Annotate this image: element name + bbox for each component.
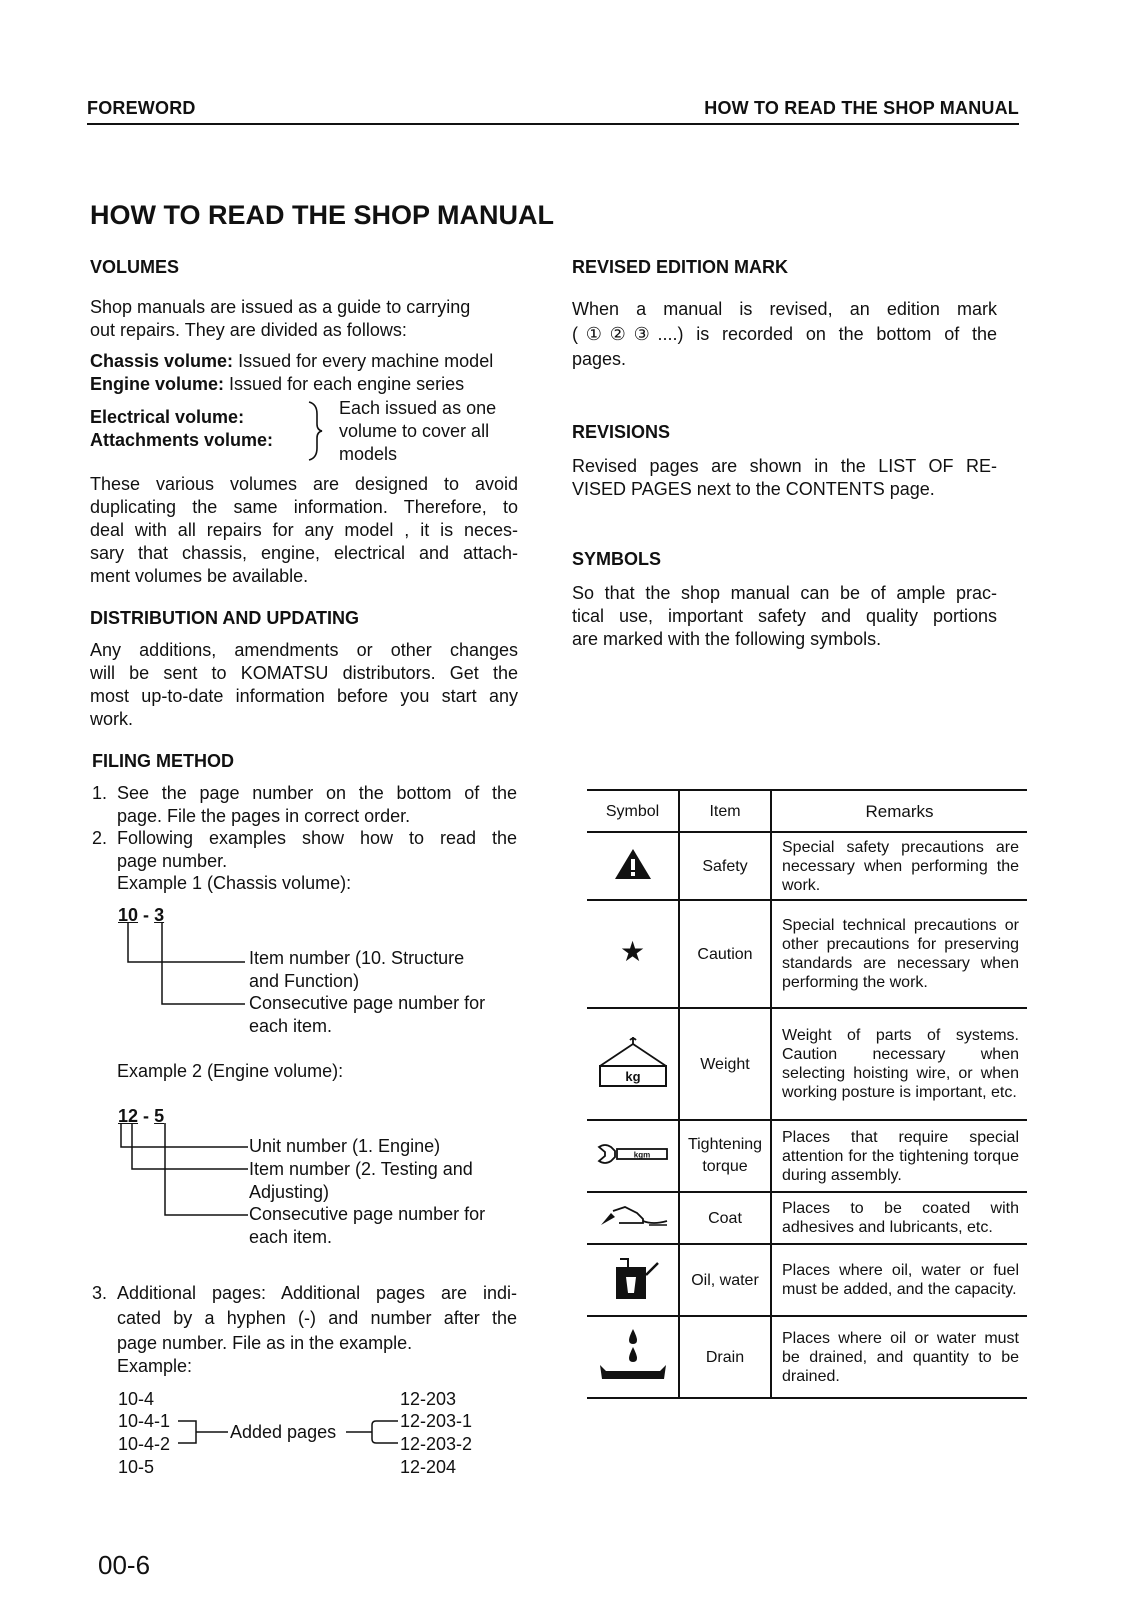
- item-cell: Weight: [679, 1008, 771, 1120]
- volumes-para-4: sary that chassis, engine, electrical and attach-: [90, 543, 518, 563]
- volumes-intro-1: Shop manuals are issued as a guide to carrying: [90, 297, 471, 317]
- item-cell: Coat: [679, 1192, 771, 1244]
- left-page-1: 10-4: [118, 1389, 155, 1409]
- ex1-code-b: 3: [154, 905, 165, 925]
- remarks-cell: Weight of parts of systems. Caution necessary when selecting hoisting wire, or when working posture is important, etc.: [771, 1008, 1027, 1120]
- revisions-line-1: Revised pages are shown in the LIST OF RE-: [572, 456, 997, 476]
- engine-text: Issued for each engine series: [229, 374, 465, 394]
- item2-number: 2.: [92, 828, 108, 848]
- symbol-cell: [587, 1008, 679, 1120]
- item3-line-a: Additional pages: Additional pages are indi-: [117, 1283, 517, 1303]
- item1-number: 1.: [92, 783, 108, 803]
- engine-label: Engine volume:: [90, 374, 225, 394]
- header-symbol: Symbol: [587, 790, 679, 832]
- chassis-row: [90, 350, 493, 373]
- example2-label: Example 2 (Engine volume):: [117, 1061, 344, 1081]
- item2-line-a: Following examples show how to read the: [117, 828, 517, 848]
- remarks-cell: Places to be coated with adhesives and lubricants, etc.: [771, 1192, 1027, 1244]
- added-pages-label: Added pages: [230, 1422, 337, 1442]
- ex1-desc-4: each item.: [249, 1016, 333, 1036]
- symbol-cell: [587, 900, 679, 1008]
- engine-row: [90, 373, 464, 396]
- weight-kg-icon: [596, 1034, 670, 1090]
- ex2-desc-3: Adjusting): [249, 1182, 330, 1202]
- weight-icon-text: kg: [624, 1068, 641, 1084]
- table-header-row: [587, 790, 1027, 832]
- distribution-line-3: most up-to-date information before you start any: [90, 686, 518, 706]
- star-icon: ★: [619, 936, 646, 967]
- volumes-para-3: deal with all repairs for any model , it is neces-: [90, 520, 518, 540]
- ex1-leader-lines: [110, 920, 255, 1010]
- ex2-desc-1: Unit number (1. Engine): [249, 1136, 441, 1156]
- table-row: [587, 1316, 1027, 1398]
- item1-line-a: See the page number on the bottom of the: [117, 783, 517, 803]
- symbols-table: [587, 789, 1027, 1399]
- page-number: 00-6: [98, 1550, 151, 1580]
- ex2-desc-4: Consecutive page number for: [249, 1204, 486, 1224]
- header-remarks: Remarks: [771, 790, 1027, 832]
- table-row: [587, 1192, 1027, 1244]
- filing-heading: FILING METHOD: [92, 751, 234, 771]
- symbols-para: [572, 582, 997, 651]
- revisions-line-2: VISED PAGES next to the CONTENTS page.: [572, 479, 935, 499]
- revisions-para: [572, 455, 997, 501]
- drain-icon: [598, 1327, 668, 1383]
- item3-number: 3.: [92, 1283, 108, 1303]
- coat-brush-icon: [597, 1203, 669, 1229]
- volumes-para: [90, 473, 518, 588]
- remarks-cell: Places that require special attention for the tightening torque during assembly.: [771, 1120, 1027, 1192]
- revised-heading: REVISED EDITION MARK: [572, 257, 789, 277]
- symbols-line-2: tical use, important safety and quality portions: [572, 606, 997, 626]
- electrical-label: Electrical volume:: [90, 407, 245, 427]
- brace-icon: [305, 400, 325, 462]
- item-cell: Drain: [679, 1316, 771, 1398]
- ex1-code-sep: -: [143, 905, 150, 925]
- item-cell: Safety: [679, 832, 771, 900]
- left-page-3: 10-4-2: [118, 1434, 171, 1454]
- right-bracket-lines: [346, 1410, 404, 1450]
- revised-para: [572, 297, 997, 372]
- right-page-1: 12-203: [400, 1389, 457, 1409]
- right-page-4: 12-204: [400, 1457, 457, 1477]
- chassis-text: Issued for every machine model: [238, 351, 494, 371]
- header-right: HOW TO READ THE SHOP MANUAL: [704, 98, 1019, 118]
- symbol-cell: [587, 1244, 679, 1316]
- shared-1: Each issued as one: [339, 398, 497, 418]
- torque-wrench-icon: [595, 1141, 671, 1167]
- table-row: [587, 900, 1027, 1008]
- symbol-cell: [587, 1192, 679, 1244]
- volumes-para-2: duplicating the same information. Therefore, to: [90, 497, 518, 517]
- ex2-code-a: 12: [118, 1106, 139, 1126]
- table-row: [587, 1120, 1027, 1192]
- item-cell: Tightening torque: [679, 1120, 771, 1192]
- chassis-label: Chassis volume:: [90, 351, 234, 371]
- right-page-3: 12-203-2: [400, 1434, 473, 1454]
- distribution-para: [90, 639, 518, 731]
- volumes-intro-2: out repairs. They are divided as follows:: [90, 320, 407, 340]
- remarks-cell: Places where oil, water or fuel must be added, and the capacity.: [771, 1244, 1027, 1316]
- symbols-line-1: So that the shop manual can be of ample prac-: [572, 583, 997, 603]
- volumes-para-5: ment volumes be available.: [90, 566, 309, 586]
- item3-line-d: Example:: [117, 1356, 193, 1376]
- item2-line-b: page number.: [117, 851, 228, 871]
- revised-line-1: When a manual is revised, an edition mark: [572, 299, 997, 319]
- header-rule: [87, 123, 1019, 125]
- ex2-code-sep: -: [143, 1106, 150, 1126]
- safety-warning-icon: [613, 847, 653, 881]
- table-row: [587, 1244, 1027, 1316]
- volumes-heading: VOLUMES: [90, 257, 180, 277]
- revised-line-3: pages.: [572, 349, 627, 369]
- item3-line-b: cated by a hyphen (-) and number after the: [117, 1308, 517, 1328]
- header-item: Item: [679, 790, 771, 832]
- item3-line-c: page number. File as in the example.: [117, 1333, 413, 1353]
- symbol-cell: [587, 1316, 679, 1398]
- ex2-code-b: 5: [154, 1106, 165, 1126]
- revised-line-2: (①②③....) is recorded on the bottom of the: [572, 324, 997, 344]
- left-bracket-lines: [178, 1410, 233, 1450]
- item-cell: Caution: [679, 900, 771, 1008]
- symbol-cell: [587, 832, 679, 900]
- ex1-desc-3: Consecutive page number for: [249, 993, 486, 1013]
- table-row: [587, 1008, 1027, 1120]
- symbol-cell: [587, 1120, 679, 1192]
- ex1-desc-1: Item number (10. Structure: [249, 948, 465, 968]
- remarks-cell: Places where oil or water must be drained, and quantity to be drained.: [771, 1316, 1027, 1398]
- item-cell: Oil, water: [679, 1244, 771, 1316]
- oil-can-icon: [606, 1255, 660, 1301]
- header-left: FOREWORD: [87, 98, 196, 118]
- torque-icon-text: kgm: [633, 1150, 650, 1159]
- volumes-para-1: These various volumes are designed to avoid: [90, 474, 518, 494]
- shared-3: models: [339, 444, 398, 464]
- table-row: [587, 832, 1027, 900]
- ex2-desc-2: Item number (2. Testing and: [249, 1159, 473, 1179]
- attachments-label: Attachments volume:: [90, 430, 274, 450]
- shared-2: volume to cover all: [339, 421, 490, 441]
- ex2-leader-lines: [110, 1121, 255, 1221]
- page-title: HOW TO READ THE SHOP MANUAL: [90, 200, 555, 230]
- ex1-code-a: 10: [118, 905, 139, 925]
- ex1-desc-2: and Function): [249, 971, 360, 991]
- left-page-4: 10-5: [118, 1457, 155, 1477]
- right-page-2: 12-203-1: [400, 1411, 473, 1431]
- revisions-heading: REVISIONS: [572, 422, 671, 442]
- distribution-line-2: will be sent to KOMATSU distributors. Get the: [90, 663, 518, 683]
- distribution-heading: DISTRIBUTION AND UPDATING: [90, 608, 359, 628]
- item1-line-b: page. File the pages in correct order.: [117, 806, 411, 826]
- remarks-cell: Special technical precautions or other precautions for preserving standards are necessary when performing the work.: [771, 900, 1027, 1008]
- symbols-line-3: are marked with the following symbols.: [572, 629, 882, 649]
- symbols-heading: SYMBOLS: [572, 549, 662, 569]
- ex2-desc-5: each item.: [249, 1227, 333, 1247]
- example1-label: Example 1 (Chassis volume):: [117, 873, 352, 893]
- distribution-line-4: work.: [90, 709, 134, 729]
- left-page-2: 10-4-1: [118, 1411, 171, 1431]
- distribution-line-1: Any additions, amendments or other changes: [90, 640, 518, 660]
- remarks-cell: Special safety precautions are necessary when performing the work.: [771, 832, 1027, 900]
